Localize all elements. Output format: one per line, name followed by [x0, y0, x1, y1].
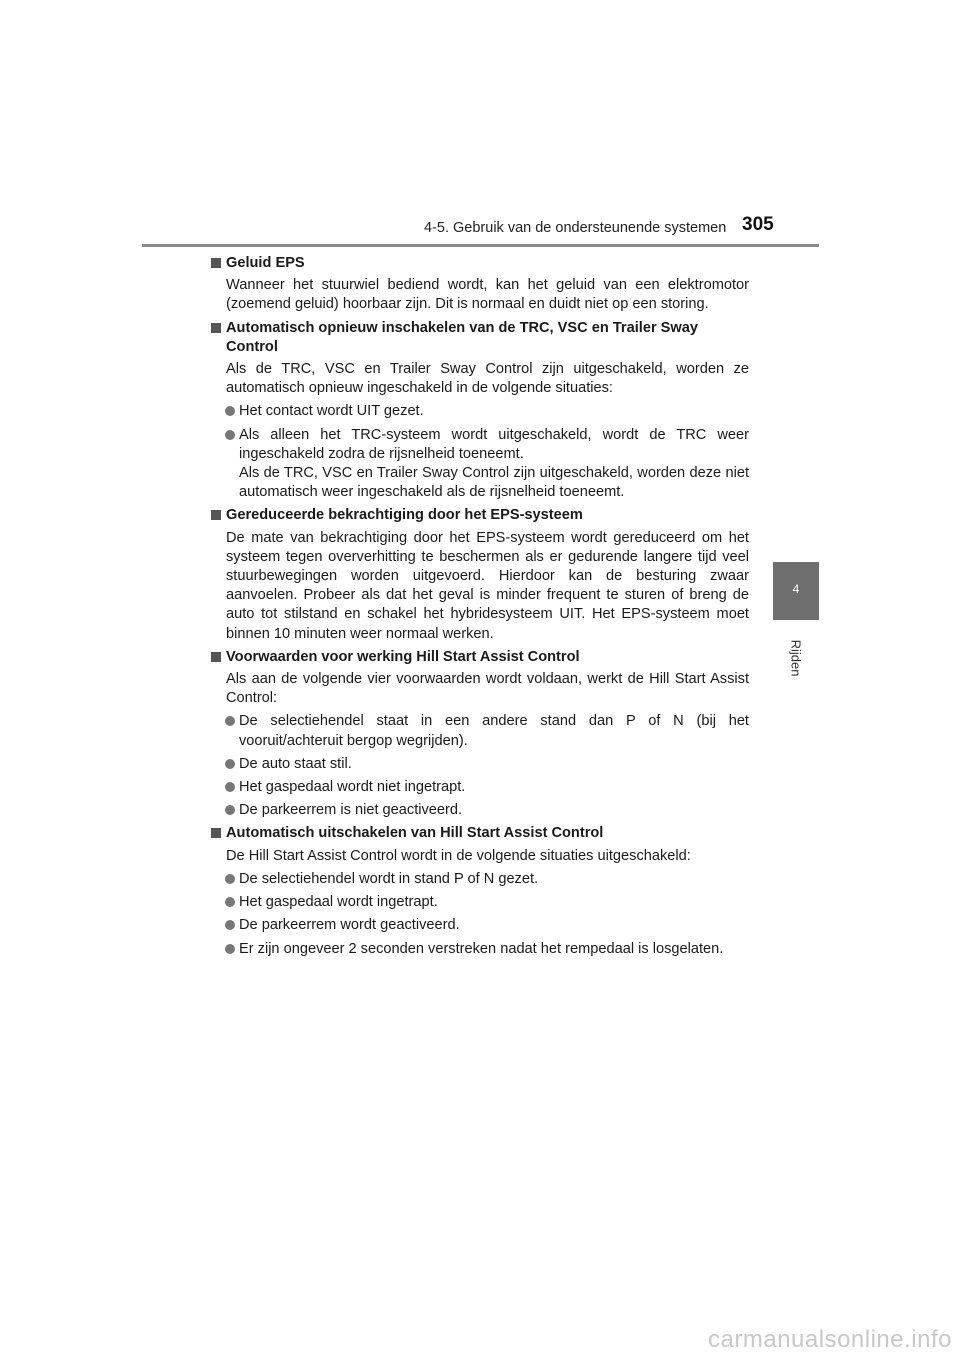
round-bullet-icon [225, 944, 235, 954]
chapter-label: Rijden [788, 639, 804, 677]
chapter-number: 4 [792, 582, 800, 596]
section-paragraph: De Hill Start Assist Control wordt in de volgende situaties uitgeschakeld: [226, 847, 691, 864]
square-bullet-icon [211, 652, 221, 662]
chapter-label-box [773, 628, 819, 688]
section-heading-text: Geluid EPS [226, 255, 305, 271]
list-item [211, 712, 749, 750]
round-bullet-icon [225, 897, 235, 907]
section-heading-text: Voorwaarden voor werking Hill Start Assist Control [226, 648, 580, 665]
page-number: 305 [742, 214, 774, 235]
watermark: carmanualsonline.info [708, 1326, 952, 1353]
list-item [211, 426, 749, 503]
section-hill-start-disable [211, 824, 749, 958]
list-item-text: Het gaspedaal wordt niet ingetrapt. [239, 779, 466, 796]
list-item-text: Als alleen het TRC-systeem wordt uitgeschakeld, wordt de TRC weer ingeschakeld zodra de rijsnelheid toeneemt. [239, 426, 749, 462]
list-item-text: Er zijn ongeveer 2 seconden verstreken nadat het rempedaal is losgelaten. [239, 940, 724, 957]
section-title: 4-5. Gebruik van de ondersteunende systemen [424, 220, 727, 236]
section-heading [211, 319, 749, 357]
list-item [211, 755, 749, 774]
section-heading-text: Automatisch uitschakelen van Hill Start Assist Control [226, 825, 604, 842]
round-bullet-icon [225, 716, 235, 726]
round-bullet-icon [225, 782, 235, 792]
square-bullet-icon [211, 323, 221, 333]
section-paragraph: De mate van bekrachtiging door het EPS-systeem wordt gereduceerd om het systeem tegen oververhitting te beschermen als er gedurende langere tijd veel stuurbewegingen worden uitgevoerd. Hierdoor kan de besturing zwaar aanvoelen. Probeer als dat het geval is minder frequent te sturen of breng de auto tot stilstand en schakel het hybridesysteem UIT. Het EPS-systeem moet binnen 10 minuten weer normaal werken. [226, 529, 749, 642]
round-bullet-icon [225, 430, 235, 440]
section-paragraph: Wanneer het stuurwiel bediend wordt, kan het geluid van een elektromotor (zoemend geluid) hoorbaar zijn. Dit is normaal en duidt niet op een storing. [226, 277, 749, 313]
square-bullet-icon [211, 828, 221, 838]
list-item-text: De auto staat stil. [239, 755, 352, 772]
list-item [211, 940, 749, 959]
list-item [211, 916, 749, 935]
section-hill-start-conditions [211, 648, 749, 821]
section-heading [211, 824, 749, 843]
section-heading-text: Gereduceerde bekrachtiging door het EPS-systeem [226, 507, 583, 524]
list-item [211, 778, 749, 797]
round-bullet-icon [225, 406, 235, 416]
list-item [211, 893, 749, 912]
square-bullet-icon [211, 510, 221, 520]
list-item-text: Het gaspedaal wordt ingetrapt. [239, 894, 438, 911]
section-heading [211, 254, 749, 273]
section-paragraph: Als aan de volgende vier voorwaarden wordt voldaan, werkt de Hill Start Assist Control: [226, 671, 749, 707]
list-item [211, 870, 749, 889]
chapter-tab [773, 562, 819, 620]
list-item-text: De parkeerrem wordt geactiveerd. [239, 917, 460, 934]
list-item-text: De selectiehendel wordt in stand P of N gezet. [239, 870, 539, 887]
list-item-text: De selectiehendel staat in een andere stand dan P of N (bij het vooruit/achteruit bergop wegrijden). [239, 713, 749, 749]
round-bullet-icon [225, 805, 235, 815]
section-heading [211, 648, 749, 667]
section-paragraph: Als de TRC, VSC en Trailer Sway Control zijn uitgeschakeld, worden ze automatisch opnieuw ingeschakeld in de volgende situaties: [226, 361, 749, 397]
section-auto-reenable [211, 319, 749, 503]
section-geluid-eps [211, 254, 749, 315]
section-eps-reduced [211, 506, 749, 643]
list-item [211, 402, 749, 421]
section-heading-text: Automatisch opnieuw inschakelen van de TRC, VSC en Trailer Sway Control [226, 319, 698, 355]
header-rule [142, 244, 819, 247]
page-content [211, 254, 749, 963]
list-item-text: De parkeerrem is niet geactiveerd. [239, 802, 463, 819]
page-header [0, 0, 960, 246]
round-bullet-icon [225, 920, 235, 930]
round-bullet-icon [225, 759, 235, 769]
list-item-note: Als de TRC, VSC en Trailer Sway Control zijn uitgeschakeld, worden deze niet automatisch weer ingeschakeld als de rijsnelheid toeneemt. [239, 465, 749, 501]
section-heading [211, 506, 749, 525]
list-item-text: Het contact wordt UIT gezet. [239, 403, 424, 420]
list-item [211, 801, 749, 820]
square-bullet-icon [211, 258, 221, 268]
round-bullet-icon [225, 874, 235, 884]
